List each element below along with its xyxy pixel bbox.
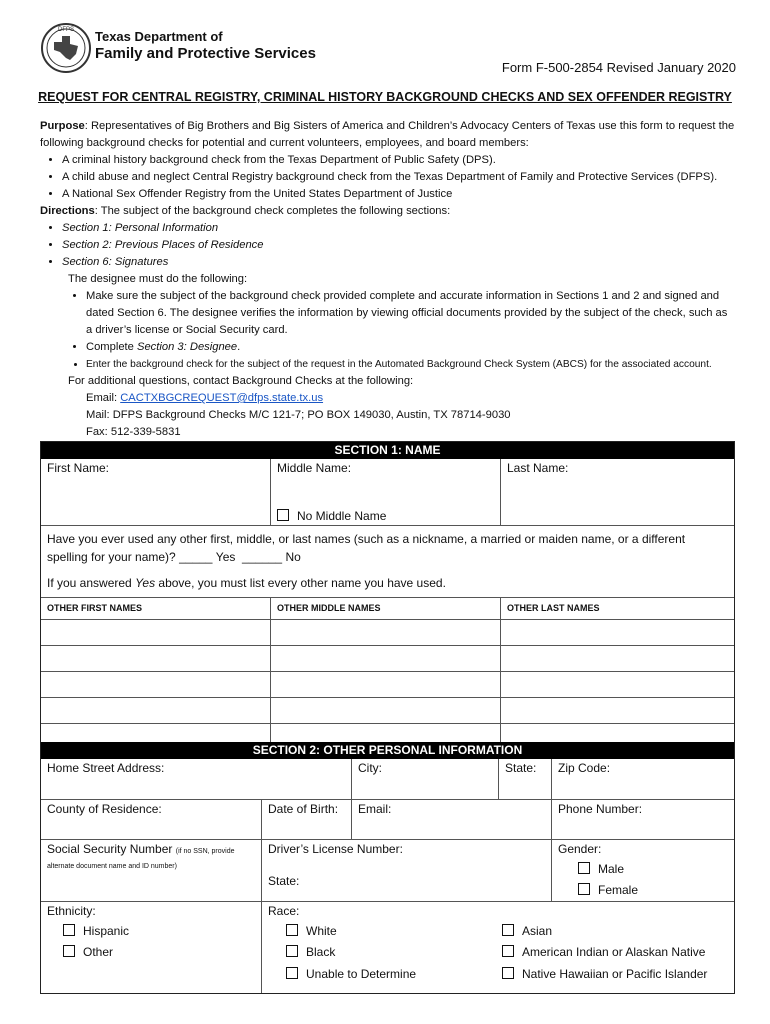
- direction-section: Section 1: Personal Information: [62, 222, 219, 234]
- instructions: [40, 118, 736, 441]
- address-row: [41, 759, 734, 799]
- email-field[interactable]: Email:: [351, 800, 551, 839]
- no-middle-option[interactable]: No Middle Name: [277, 509, 386, 523]
- female-option[interactable]: Female: [578, 883, 638, 897]
- male-option[interactable]: Male: [578, 862, 624, 876]
- no-blank[interactable]: ______: [242, 550, 283, 564]
- other-middle-input[interactable]: [270, 698, 500, 723]
- id-row: [41, 839, 734, 901]
- hawaiian-checkbox[interactable]: [502, 967, 514, 979]
- black-option[interactable]: Black: [286, 945, 335, 959]
- other-names-header: [41, 597, 734, 619]
- ethnicity-field: Ethnicity: Hispanic Other: [47, 904, 130, 959]
- directions-label: Directions: [40, 205, 95, 217]
- agency-name: [95, 30, 316, 62]
- designee-step: • Complete Section 3: Designee.: [86, 339, 736, 356]
- designee-step: • Enter the background check for the subject of the request in the Automated Background Check System (ABCS) for the associated account.: [86, 356, 736, 373]
- unable-checkbox[interactable]: [286, 967, 298, 979]
- form-number: Form F-500-2854 Revised January 2020: [501, 60, 736, 75]
- email-label: Email:: [86, 392, 121, 404]
- asian-option[interactable]: Asian: [502, 924, 552, 938]
- purpose-bullet: • A National Sex Offender Registry from the United States Department of Justice: [62, 186, 736, 203]
- ssn-field[interactable]: Social Security Number (if no SSN, provide alternate document name and ID number): [47, 842, 235, 870]
- designee-block: [68, 271, 736, 390]
- first-name-field[interactable]: First Name:: [47, 461, 110, 475]
- city-field[interactable]: City:: [351, 759, 498, 799]
- purpose-bullets: [40, 152, 736, 203]
- dob-field[interactable]: Date of Birth:: [261, 800, 351, 839]
- gender-field: Gender: Male Female: [551, 840, 734, 901]
- hawaiian-option[interactable]: Native Hawaiian or Pacific Islander: [502, 967, 707, 981]
- other-middle-input[interactable]: [270, 646, 500, 671]
- no-middle-checkbox[interactable]: [277, 509, 289, 521]
- directions-paragraph: [40, 203, 736, 220]
- other-names-row: [41, 619, 734, 645]
- other-first-input[interactable]: [41, 698, 270, 723]
- other-last-input[interactable]: [500, 672, 734, 697]
- race-field: Race: White Black Unable to Determine Asian American Indian or Alaskan Native Native Hawaiian or Pacific Islander: [261, 902, 734, 993]
- name-row: [41, 459, 734, 525]
- unable-option[interactable]: Unable to Determine: [286, 967, 416, 981]
- designee-steps: [68, 288, 736, 373]
- other-names-instruction: If you answered Yes above, you must list every other name you have used.: [47, 576, 446, 590]
- other-names-row: [41, 697, 734, 723]
- mail-address: Mail: DFPS Background Checks M/C 121-7; PO BOX 149030, Austin, TX 78714-9030: [86, 409, 511, 421]
- zip-field[interactable]: Zip Code:: [551, 759, 734, 799]
- middle-name-field[interactable]: Middle Name: No Middle Name: [270, 459, 500, 525]
- other-names-row: [41, 671, 734, 697]
- female-checkbox[interactable]: [578, 883, 590, 895]
- home-address-field[interactable]: Home Street Address:: [47, 761, 165, 775]
- col-other-last: OTHER LAST NAMES: [500, 598, 734, 619]
- purpose-paragraph: [40, 118, 736, 152]
- directions-sections: [40, 220, 736, 271]
- other-names-instruction-row: [41, 570, 734, 597]
- designee-step: • Make sure the subject of the background check provided complete and accurate information in Sections 1 and 2 and signed and dated Section 6. The designee verifies the information by viewing official documents provided by the subject of the check, such as a driver’s license or Social Security card.: [86, 288, 736, 339]
- contact-intro: For additional questions, contact Background Checks at the following:: [68, 375, 414, 387]
- section1-title: SECTION 1: NAME: [41, 442, 734, 459]
- other-first-input[interactable]: [41, 620, 270, 645]
- contact-block: [86, 390, 736, 441]
- last-name-field[interactable]: Last Name:: [500, 459, 734, 525]
- white-checkbox[interactable]: [286, 924, 298, 936]
- logo-text: DFPS: [57, 27, 75, 33]
- other-ethnicity-option[interactable]: Other: [63, 945, 113, 959]
- email-link[interactable]: CACTXBGCREQUEST@dfps.state.tx.us: [120, 392, 324, 404]
- purpose-label: Purpose: [40, 120, 85, 132]
- other-middle-input[interactable]: [270, 672, 500, 697]
- other-last-input[interactable]: [500, 698, 734, 723]
- col-other-first: OTHER FIRST NAMES: [47, 603, 143, 613]
- other-names-question: Have you ever used any other first, middle, or last names (such as a nickname, a married or maiden name, or a different spelling for your name)? _____ Yes ______ No: [47, 532, 686, 564]
- designee-intro: The designee must do the following:: [68, 273, 248, 285]
- purpose-bullet: • A child abuse and neglect Central Registry background check from the Texas Department of Family and Protective Services (DFPS).: [62, 169, 736, 186]
- agency-line1: Texas Department of: [95, 29, 223, 44]
- agency-line2: Family and Protective Services: [95, 44, 316, 62]
- fax-number: Fax: 512-339-5831: [86, 426, 181, 438]
- american-indian-option[interactable]: American Indian or Alaskan Native: [502, 945, 705, 959]
- black-checkbox[interactable]: [286, 945, 298, 957]
- other-last-input[interactable]: [500, 646, 734, 671]
- other-ethnicity-checkbox[interactable]: [63, 945, 75, 957]
- other-names-question-row: [41, 525, 734, 570]
- purpose-bullet: • A criminal history background check from the Texas Department of Public Safety (DPS).: [62, 152, 736, 169]
- phone-field[interactable]: Phone Number:: [551, 800, 734, 839]
- other-middle-input[interactable]: [270, 620, 500, 645]
- other-names-row: [41, 645, 734, 671]
- drivers-license-field[interactable]: Driver’s License Number: State:: [261, 840, 551, 901]
- directions-text: : The subject of the background check completes the following sections:: [94, 205, 451, 217]
- american-indian-checkbox[interactable]: [502, 945, 514, 957]
- dl-state-label: State:: [268, 874, 300, 888]
- section1-table: [40, 441, 735, 750]
- purpose-text: : Representatives of Big Brothers and Big Sisters of America and Children’s Advocacy Centers of Texas use this form to request the following background checks for potential and current volunteers, employees, and board members:: [40, 120, 735, 149]
- yes-blank[interactable]: _____: [179, 550, 213, 564]
- direction-section: Section 2: Previous Places of Residence: [62, 239, 264, 251]
- male-checkbox[interactable]: [578, 862, 590, 874]
- white-option[interactable]: White: [286, 924, 337, 938]
- other-first-input[interactable]: [41, 646, 270, 671]
- col-other-middle: OTHER MIDDLE NAMES: [270, 598, 500, 619]
- section2-table: [40, 742, 735, 994]
- dfps-seal-logo: [40, 22, 92, 74]
- state-field[interactable]: State:: [498, 759, 551, 799]
- county-field[interactable]: County of Residence:: [47, 802, 162, 816]
- other-first-input[interactable]: [41, 672, 270, 697]
- ethnicity-race-row: [41, 901, 734, 993]
- asian-checkbox[interactable]: [502, 924, 514, 936]
- direction-section: Section 6: Signatures: [62, 256, 169, 268]
- hispanic-checkbox[interactable]: [63, 924, 75, 936]
- page-title: REQUEST FOR CENTRAL REGISTRY, CRIMINAL HISTORY BACKGROUND CHECKS AND SEX OFFENDER REGISTRY: [38, 90, 732, 104]
- hispanic-option[interactable]: Hispanic: [63, 924, 129, 938]
- other-last-input[interactable]: [500, 620, 734, 645]
- section2-title: SECTION 2: OTHER PERSONAL INFORMATION: [41, 742, 734, 759]
- county-row: [41, 799, 734, 839]
